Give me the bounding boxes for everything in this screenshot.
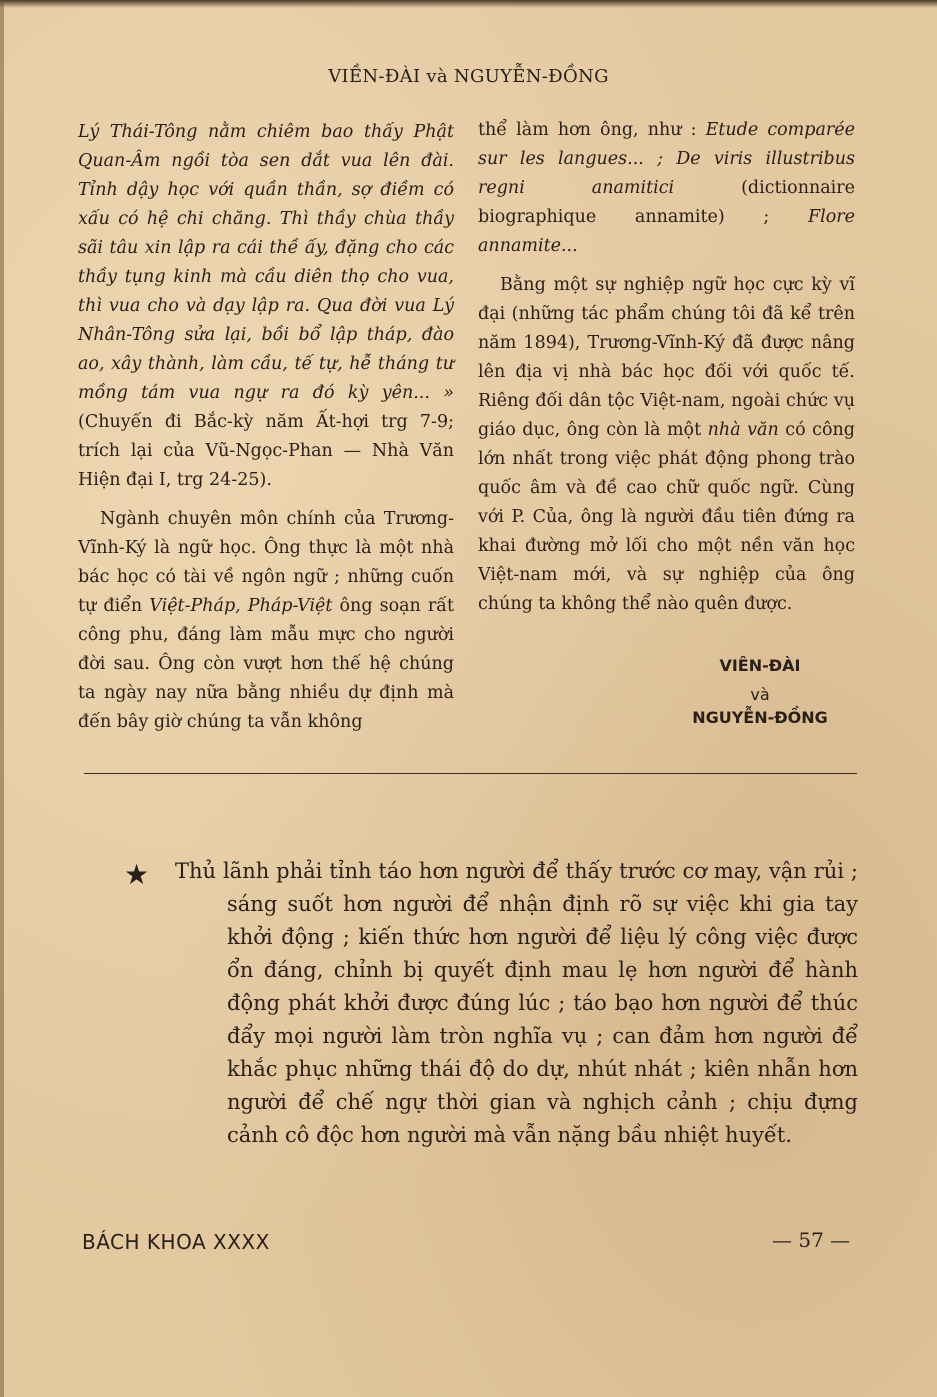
text-run: Bằng một sự nghiệp ngữ học cực kỳ vĩ đại (những tác phẩm chúng tôi đã kể trên năm 1894), Trương-Vĩnh-Ký đã được nâng lên địa vị nhà bác học đối với quốc tế. Riêng đối dân tộc Việt-nam, ngoài chức vụ giáo dục, ông còn là một	[478, 275, 855, 440]
right-paragraph-1	[478, 116, 855, 261]
left-column	[78, 118, 454, 737]
text-run: ông soạn rất công phu, đáng làm mẫu mực cho người đời sau. Ông còn vượt hơn thế hệ chúng ta ngày nay nữa bằng nhiều dự định mà đến bây giờ chúng ta vẫn không	[78, 596, 454, 732]
signature-name-1: VIÊN-ĐÀI	[719, 656, 801, 675]
citation: (Chuyến đi Bắc-kỳ năm Ất-hợi trg 7-9; trích lại của Vũ-Ngọc-Phan — Nhà Văn Hiện đại I, trg 24-25).	[78, 412, 454, 490]
work-titles: Etude comparée sur les langues... ; De viris illustribus regni anamitici	[478, 120, 855, 198]
signature-conjunction: và	[750, 685, 770, 704]
leadership-quote	[175, 855, 858, 1152]
quote-text: Thủ lãnh phải tỉnh táo hơn người để thấy trước cơ may, vận rủi ; sáng suốt hơn người để nhận định rõ sự việc khi gia tay khởi động ; kiến thức hơn người để liệu lý công việc được ổn đáng, chỉnh bị quyết định mau lẹ hơn người để hành động phát khởi được đúng lúc ; táo bạo hơn người để thúc đẩy mọi người làm tròn nghĩa vụ ; can đảm hơn người để khắc phục những thái độ do dự, nhút nhát ; kiên nhẫn hơn người để chế ngự thời gian và nghịch cảnh ; chịu đựng cảnh cô độc hơn người mà vẫn nặng bầu nhiệt huyết.	[175, 859, 858, 1147]
page-top-edge	[0, 0, 937, 8]
page-number: — 57 —	[772, 1228, 851, 1252]
dictionary-titles: Việt-Pháp, Pháp-Việt	[149, 596, 333, 616]
signature-name-2: NGUYỄN-ĐỒNG	[692, 708, 828, 727]
right-paragraph-2	[478, 271, 855, 619]
text-run: Ngành chuyên môn chính của Trương-Vĩnh-Ký là ngữ học. Ông thực là một nhà bác học có tài về ngôn ngữ ; những cuốn tự điển	[78, 509, 454, 616]
work-title-flore: Flore annamite...	[478, 207, 855, 256]
star-icon: ★	[124, 858, 150, 891]
text-run: (dictionnaire biographique annamite) ;	[478, 178, 855, 227]
left-paragraph-1	[78, 118, 454, 495]
text-run: có công lớn nhất trong việc phát động phong trào quốc âm và đề cao chữ quốc ngữ. Cùng với P. Của, ông là người đầu tiên đứng ra khai đường mở lối cho một nền văn học Việt-nam mới, và sự nghiệp của ông chúng ta không thể nào quên được.	[478, 420, 855, 614]
right-column	[478, 116, 855, 619]
section-divider	[84, 773, 857, 774]
left-paragraph-2	[78, 505, 454, 737]
running-title: VIỀN-ĐÀI và NGUYỄN-ĐỒNG	[328, 66, 609, 87]
magazine-name: BÁCH KHOA XXXX	[82, 1230, 270, 1254]
emphasis-nha-van: nhà văn	[707, 420, 779, 440]
text-run: thể làm hơn ông, như :	[478, 120, 706, 140]
page-left-edge	[0, 0, 4, 1397]
quoted-passage: Lý Thái-Tông nằm chiêm bao thấy Phật Quan-Âm ngồi tòa sen dắt vua lên đài. Tỉnh dậy học với quần thần, sợ điềm có xấu có hệ chi chăng. Thì thầy chùa thầy sãi tâu xin lập ra cái thề ấy, đặng cho các thầy tụng kinh mà cầu diên thọ cho vua, thì vua cho và dạy lập ra. Qua đời vua Lý Nhân-Tông sửa lại, bồi bổ lập tháp, đào ao, xây thành, làm cầu, tế tự, hễ tháng tư mồng tám vua ngự ra đó kỳ yên... »	[78, 122, 454, 403]
